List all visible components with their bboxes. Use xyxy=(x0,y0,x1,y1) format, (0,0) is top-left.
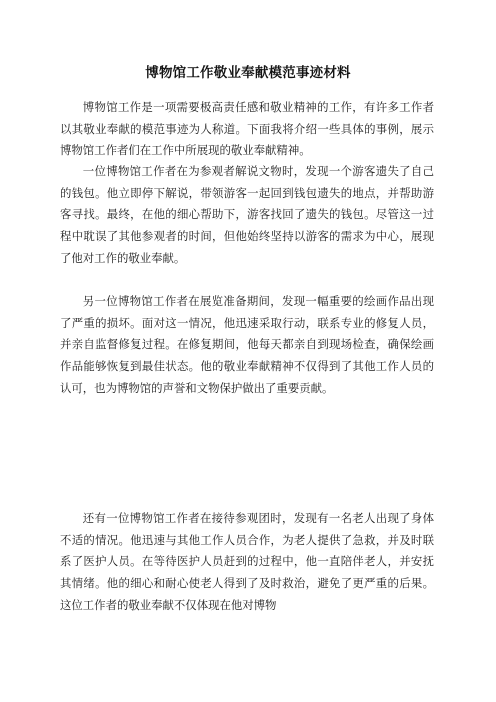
document-title: 博物馆工作敬业奉献模范事迹材料 xyxy=(145,65,351,81)
paragraph-elderly-visitor: 还有一位博物馆工作者在接待参观团时，发现有一名老人出现了身体不适的情况。他迅速与其他工作人员合作，为老人提供了急救，并及时联系了医护人员。在等待医护人员赶到的过程中，他一直陪伴老人，并安抚其情绪。他的细心和耐心使老人得到了及时救治，避免了更严重的后果。这位工作者的敬业奉献不仅体现在他对博物 xyxy=(60,511,434,612)
paragraph-lost-wallet: 一位博物馆工作者在为参观者解说文物时，发现一个游客遗失了自己的钱包。他立即停下解说，带领游客一起回到钱包遗失的地点，并帮助游客寻找。最终，在他的细心帮助下，游客找回了遗失的钱包。尽管这一过程中耽误了其他参观者的时间，但他始终坚持以游客的需求为中心，展现了他对工作的敬业奉献。 xyxy=(60,164,434,265)
paragraph-intro: 博物馆工作是一项需要极高责任感和敬业精神的工作，有许多工作者以其敬业奉献的模范事迹为人称道。下面我将介绍一些具体的事例，展示博物馆工作者们在工作中所展现的敬业奉献精神。 xyxy=(60,100,434,158)
paragraph-painting-restoration: 另一位博物馆工作者在展览准备期间，发现一幅重要的绘画作品出现了严重的损坏。面对这一情况，他迅速采取行动，联系专业的修复人员，并亲自监督修复过程。在修复期间，他每天都亲自到现场检查，确保绘画作品能够恢复到最佳状态。他的敬业奉献精神不仅得到了其他工作人员的认可，也为博物馆的声誉和文物保护做出了重要贡献。 xyxy=(60,294,434,395)
